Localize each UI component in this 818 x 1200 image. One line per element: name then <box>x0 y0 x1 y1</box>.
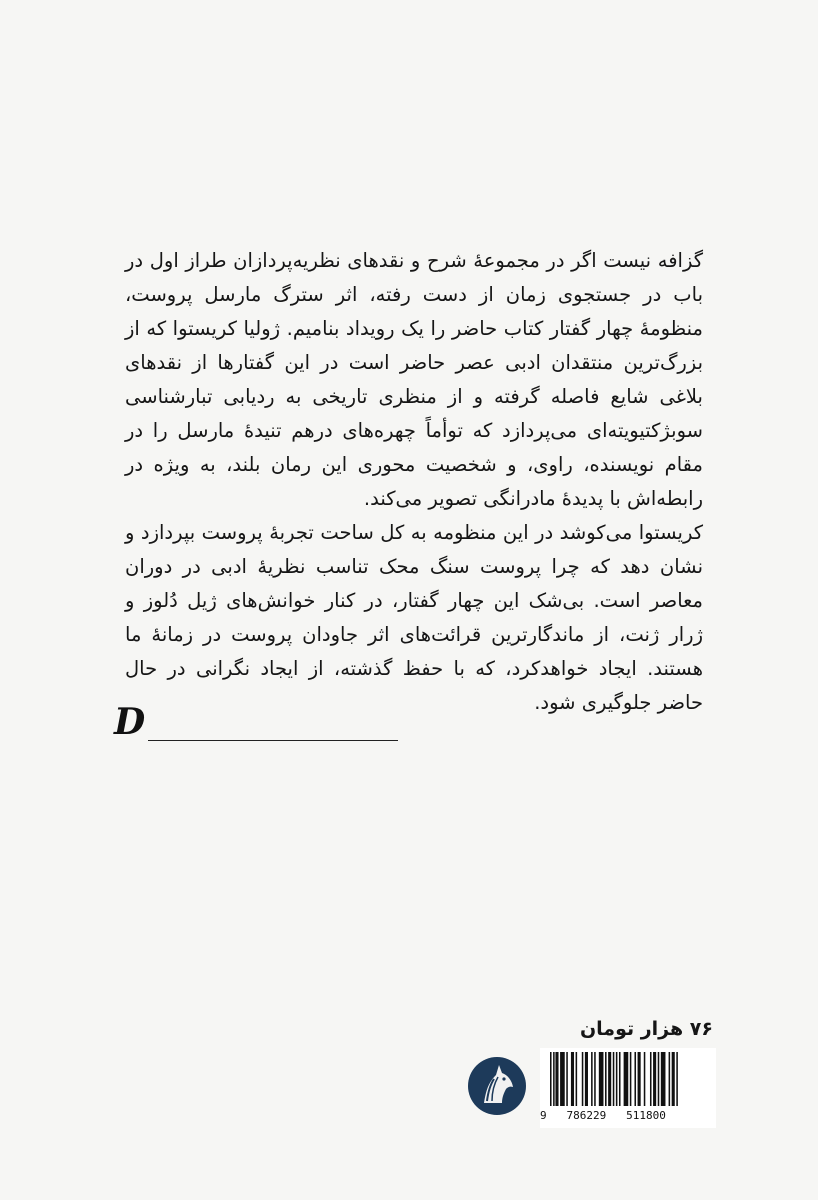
isbn-number: 9 786229 511800 <box>540 1109 666 1122</box>
isbn-barcode <box>540 1048 716 1128</box>
signature-underline <box>148 740 398 741</box>
blurb-paragraph-2: کریستوا می‌کوشد در این منظومه به کل ساحت تجربهٔ پروست بپردازد و نشان دهد که چرا پروست سنگ محک تناسب نظریهٔ ادبی در دوران معاصر است. بی‌شک این چهار گفتار، در کنار خوانش‌های ژیل دُلوز و ژرار ژنت، از ماندگارترین قرائت‌های اثر جاودان پروست در زمانهٔ ما هستند. ایجاد خواهدکرد، که با حفظ گذشته، از ایجاد نگرانی در حال حاضر جلوگیری شود. <box>125 521 703 714</box>
blurb-text <box>125 244 703 720</box>
price-label: ۷۶ هزار تومان <box>579 1018 713 1040</box>
publisher-signature <box>110 700 400 746</box>
blurb-paragraph-1: گزافه نیست اگر در مجموعهٔ شرح و نقدهای نظریه‌پردازان طراز اول در باب در جستجوی زمان از دست رفته، اثر سترگ مارسل پروست، منظومهٔ چهار گفتار کتاب حاضر را یک رویداد بنامیم. ژولیا کریستوا که از بزرگ‌ترین منتقدان ادبی عصر حاضر است در این گفتارها از نقدهای بلاغی شایع فاصله گرفته و از منظری تاریخی به ردیابی تبارشناسی سوبژکتیویته‌ای می‌پردازد که توأماً چهره‌های درهم تنیدهٔ مارسل را در مقام نویسنده، راوی، و شخصیت محوری این رمان بلند، به ویژه در رابطه‌اش با پدیدهٔ مادرانگی تصویر می‌کند. <box>125 249 703 510</box>
publisher-horse-emblem-icon <box>466 1055 528 1117</box>
publisher-logo-icon: D <box>114 701 146 743</box>
barcode-bars <box>550 1052 706 1108</box>
